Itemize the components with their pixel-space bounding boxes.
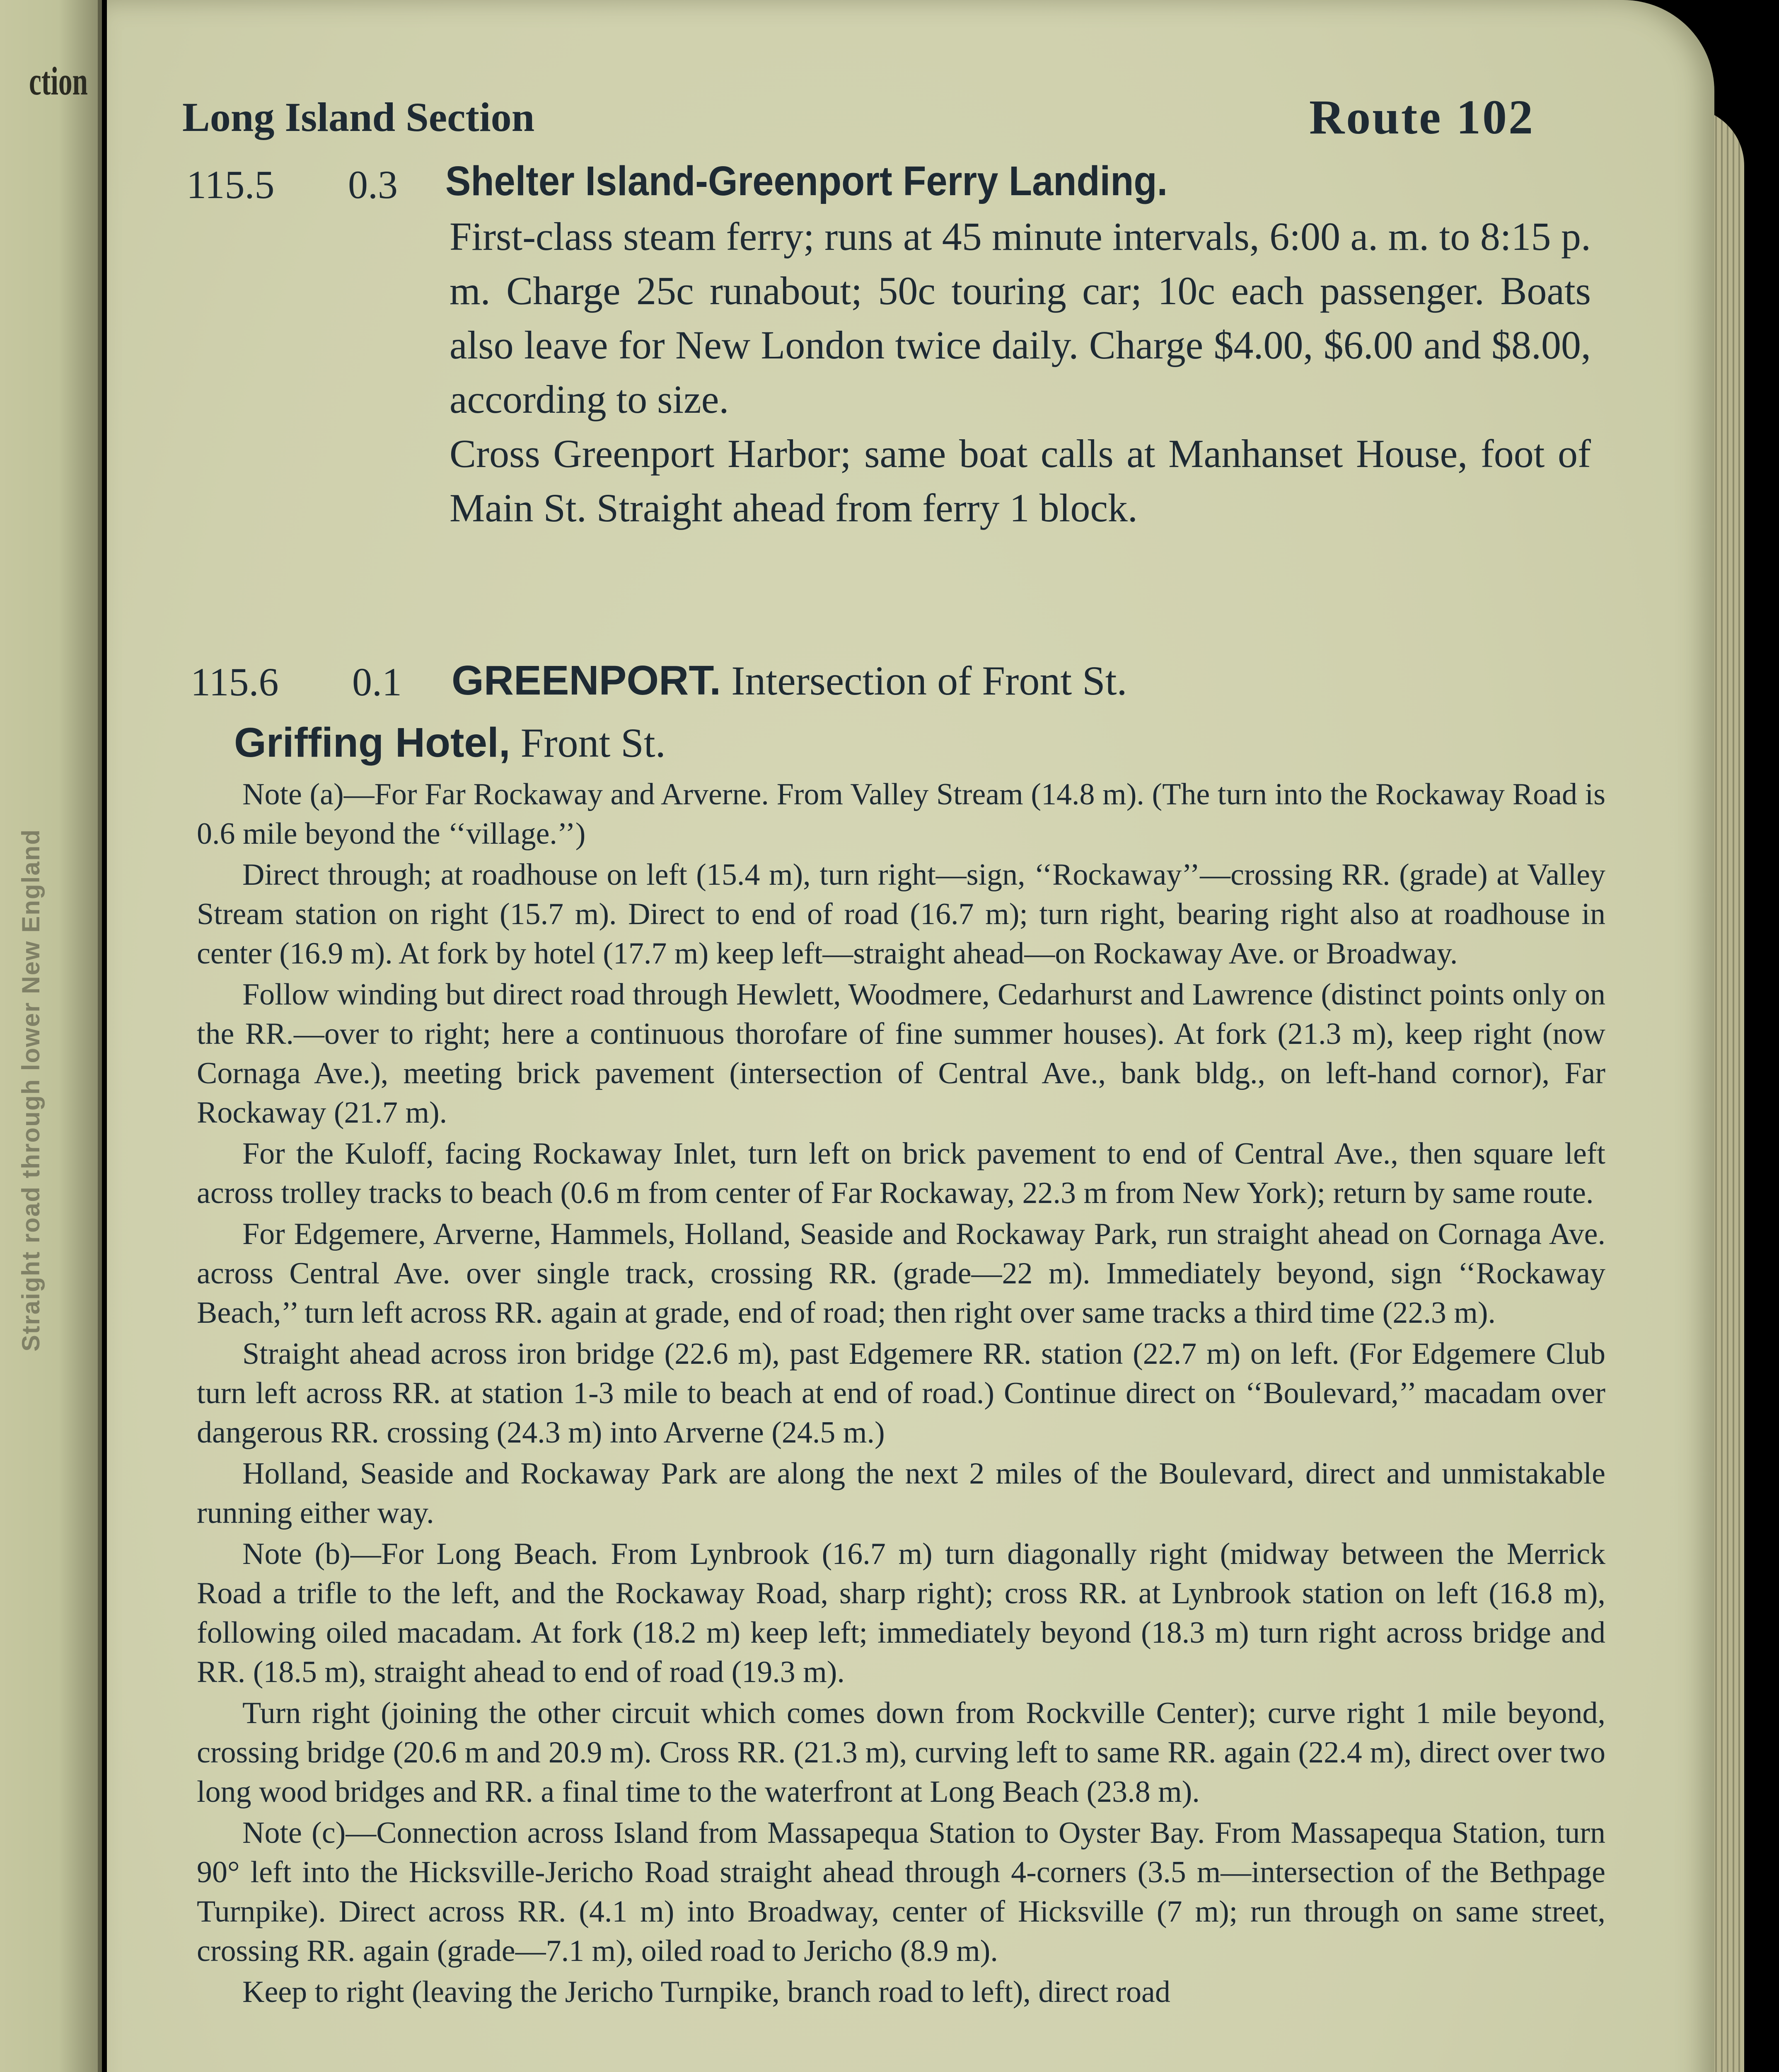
entry-distance: 0.1 [352, 660, 402, 704]
left-facing-page [0, 0, 102, 2072]
note-b-heading: Note (b)—For Long Beach. From Lynbrook (16.7 m) turn diagonally right (midway between the Merrick Road a trifle to the left, and the Rockaway Road, sharp right); cross RR. at Lynbrook station on left (16.8 m), following oiled macadam. At fork (18.2 m) keep left; immediately beyond (18.3 m) turn right across bridge and RR. (18.5 m), straight ahead to end of road (19.3 m). [197, 1537, 1605, 1689]
note-paragraph: Keep to right (leaving the Jericho Turnpike, branch road to left), direct road [242, 1975, 1170, 2009]
note-paragraph: For Edgemere, Arverne, Hammels, Holland, Seaside and Rockaway Park, run straight ahead on Cornaga Ave. across Central Ave. over single track, crossing RR. (grade—22 m). Immediately beyond, sign ‘‘Rockaway Beach,’’ turn left across RR. again at grade, end of road; then right over same tracks a third time (22.3 m). [197, 1217, 1605, 1330]
entry-total-mileage: 115.6 [191, 660, 279, 704]
left-page-section-tab: ction [29, 59, 88, 103]
entry-distance: 0.3 [348, 162, 398, 207]
entry-place: GREENPORT. [452, 657, 721, 704]
route-notes [197, 775, 1605, 2014]
section-header: Long Island Section [182, 94, 535, 140]
left-page-spine-text: Straight road through lower New England [17, 829, 45, 1352]
note-c-heading: Note (c)—Connection across Island from Massapequa Station to Oyster Bay. From Massapequa Station, turn 90° left into the Hicksville-Jericho Road straight ahead through 4-corners (3.5 m—intersection of the Bethpage Turnpike). Direct across RR. (4.1 m) into Broadway, center of Hicksville (7 m); run through on same street, crossing RR. again (grade—7.1 m), oiled road to Jericho (8.9 m). [197, 1816, 1605, 1968]
note-paragraph: Turn right (joining the other circuit which comes down from Rockville Center); curve right 1 mile beyond, crossing bridge (20.6 m and 20.9 m). Cross RR. (21.3 m), curving left to same RR. again (22.4 m), direct over two long wood bridges and RR. a final time to the waterfront at Long Beach (23.8 m). [197, 1696, 1605, 1809]
entry-total-mileage: 115.5 [186, 162, 275, 207]
note-paragraph: Holland, Seaside and Rockaway Park are along the next 2 miles of the Boulevard, direct and unmistakable running either way. [197, 1457, 1605, 1530]
entry-description [450, 209, 1591, 535]
note-paragraph: Direct through; at roadhouse on left (15.4 m), turn right—sign, ‘‘Rockaway’’—crossing RR. (grade) at Valley Stream station on right (15.7 m). Direct to end of road (16.7 m); turn right, bearing right also at roadhouse in center (16.9 m). At fork by hotel (17.7 m) keep left—straight ahead—on Rockaway Ave. or Broadway. [197, 858, 1605, 971]
route-header: Route 102 [1309, 90, 1535, 144]
note-a-heading: Note (a)—For Far Rockaway and Arverne. From Valley Stream (14.8 m). (The turn into the Rockaway Road is 0.6 mile beyond the ‘‘village.’’) [197, 777, 1605, 851]
entry-place-desc: Intersection of Front St. [731, 658, 1127, 704]
entry-paragraph: Cross Greenport Harbor; same boat calls at Manhanset House, foot of Main St. Straight ahead from ferry 1 block. [450, 431, 1591, 530]
hotel-name: Griffing Hotel, [234, 719, 510, 766]
note-paragraph: For the Kuloff, facing Rockaway Inlet, turn left on brick pavement to end of Central Ave., then square left across trolley tracks to beach (0.6 m from center of Far Rockaway, 22.3 m from New York); return by same route. [197, 1137, 1605, 1210]
note-paragraph: Straight ahead across iron bridge (22.6 m), past Edgemere RR. station (22.7 m) on left. (For Edgemere Club turn left across RR. at station 1-3 mile to beach at end of road.) Continue direct on ‘‘Boulevard,’’ macadam over dangerous RR. crossing (24.3 m) into Arverne (24.5 m.) [197, 1337, 1605, 1450]
entry-paragraph: First-class steam ferry; runs at 45 minute intervals, 6:00 a. m. to 8:15 p. m. Charge 25c runabout; 50c touring car; 10c each passenger. Boats also leave for New London twice daily. Charge $4.00, $6.00 and $8.00, according to size. [450, 214, 1591, 421]
note-paragraph: Follow winding but direct road through Hewlett, Woodmere, Cedarhurst and Lawrence (distinct points only on the RR.—over to right; here a continuous thorofare of fine summer houses). At fork (21.3 m), keep right (now Cornaga Ave.), meeting brick pavement (intersection of Central Ave., bank bldg., on left-hand cornor), Far Rockaway (21.7 m). [197, 978, 1605, 1130]
hotel-line [234, 719, 666, 767]
entry-place: Shelter Island-Greenport Ferry Landing. [445, 158, 1168, 204]
entry-place-line [452, 657, 1127, 704]
hotel-location: Front St. [520, 720, 666, 766]
